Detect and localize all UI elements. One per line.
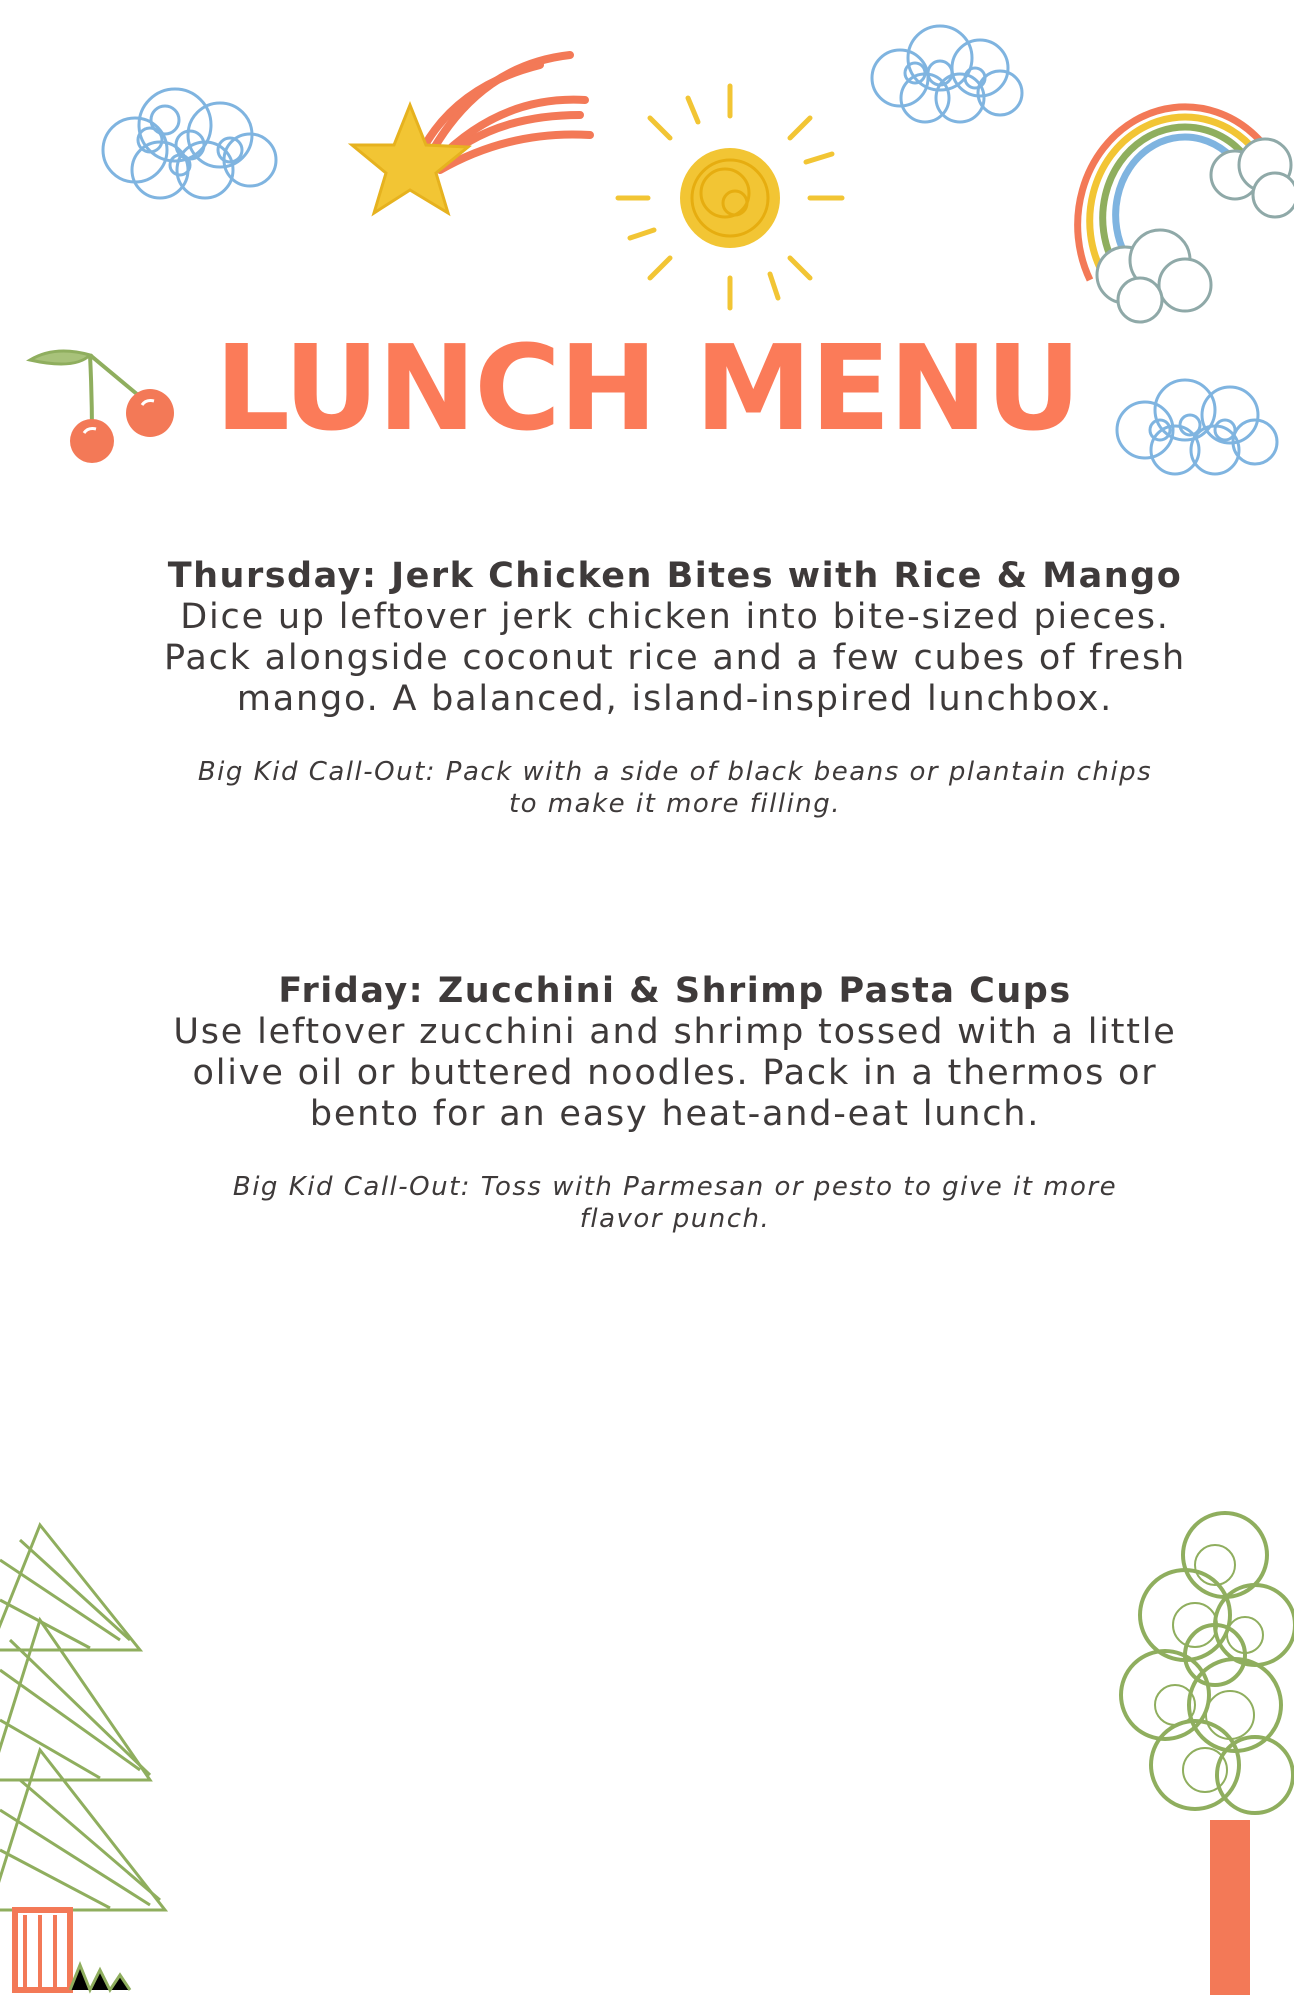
meal-friday [160, 970, 1190, 1235]
big-kid-note: Big Kid Call-Out: Pack with a side of black beans or plantain chips to make it more filling. [197, 757, 1153, 819]
meal-description: Dice up leftover jerk chicken into bite-sized pieces. Pack alongside coconut rice and a few cubes of fresh mango. A balanced, island-inspired lunchbox. [163, 597, 1187, 719]
page-title: LUNCH MENU [214, 319, 1080, 457]
cloud-icon [90, 80, 290, 210]
meal-heading: Friday: Zucchini & Shrimp Pasta Cups [278, 971, 1072, 1011]
sun-icon [610, 78, 850, 318]
meal-heading: Thursday: Jerk Chicken Bites with Rice & Mango [167, 556, 1183, 596]
big-kid-note: Big Kid Call-Out: Toss with Parmesan or pesto to give it more flavor punch. [232, 1172, 1118, 1234]
meal-description: Use leftover zucchini and shrimp tossed with a little olive oil or buttered noodles. Pack in a thermos or bento for an easy heat-and-eat lunch. [173, 1012, 1177, 1134]
meal-thursday [160, 555, 1190, 820]
shooting-star-icon [340, 45, 600, 225]
round-tree-icon [1115, 1505, 1294, 2000]
pine-tree-icon [0, 1520, 180, 2000]
cloud-icon [860, 18, 1030, 133]
rainbow-icon [1050, 60, 1294, 330]
